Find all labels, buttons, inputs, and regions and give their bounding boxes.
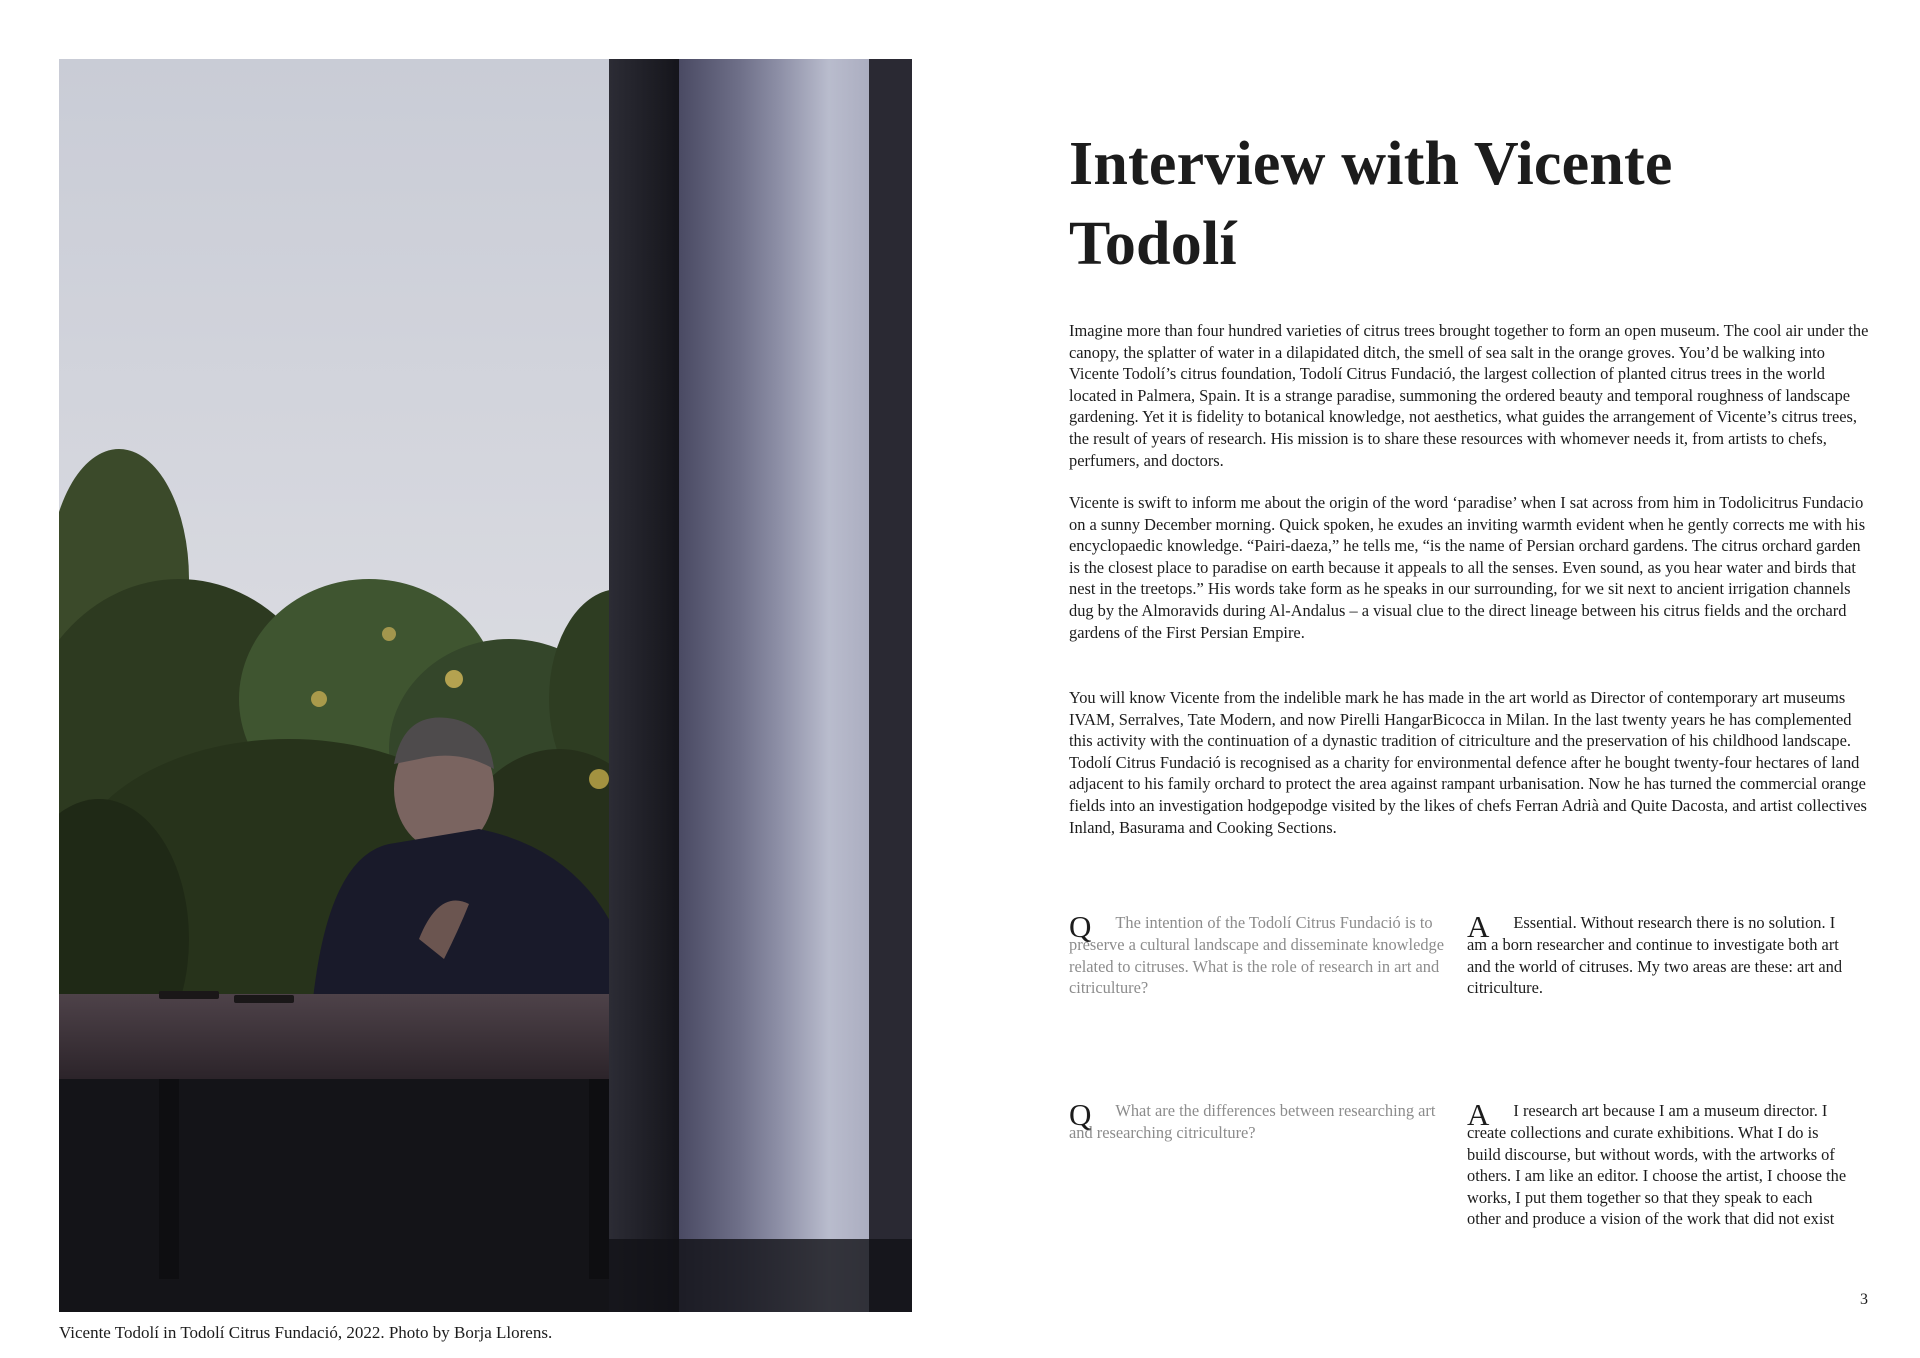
answer-text: Essential. Without research there is no solution. I am a born researcher and continue to investigate both art and the world of citruses. My two areas are these: art and citriculture.: [1467, 913, 1843, 998]
question-text: The intention of the Todolí Citrus Fundació is to preserve a cultural landscape and disseminate knowledge related to citruses. What is the role of research in art and citriculture?: [1069, 913, 1445, 998]
answer-1: [1467, 909, 1847, 999]
photograph-todoli: [59, 59, 912, 1312]
question-text: What are the differences between researching art and researching citriculture?: [1069, 1101, 1436, 1142]
answer-marker: A: [1467, 909, 1490, 944]
page-number: 3: [1860, 1291, 1868, 1308]
photo-caption: Vicente Todolí in Todolí Citrus Fundació, 2022. Photo by Borja Llorens.: [59, 1323, 553, 1342]
intro-paragraph-3: You will know Vicente from the indelible mark he has made in the art world as Director of contemporary art museums IVAM, Serralves, Tate Modern, and now Pirelli HangarBicocca in Milan. In the last twenty years he has complemented this activity with the continuation of a dynastic tradition of citriculture and the preservation of his childhood landscape. Todolí Citrus Fundació is recognised as a charity for environmental defence after he bought twenty-four hectares of land adjacent to his family orchard to protect the area against rampant urbanisation. Now he has turned the commercial orange fields into an investigation hodgepodge visited by the likes of chefs Ferran Adrià and Quite Dacosta, and artist collectives Inland, Basurama and Cooking Sections.: [1069, 688, 1867, 837]
photo-illustration: [59, 59, 912, 1312]
intro-paragraph-1: Imagine more than four hundred varieties of citrus trees brought together to form an open museum. The cool air under the canopy, the splatter of water in a dilapidated ditch, the smell of sea salt in the orange groves. You’d be walking into Vicente Todolí’s citrus foundation, Todolí Citrus Fundació, the largest collection of planted citrus trees in the world located in Palmera, Spain. It is a strange paradise, summoning the ordered beauty and temporal roughness of landscape gardening. Yet it is fidelity to botanical knowledge, not aesthetics, what guides the arrangement of Vicente’s citrus trees, the result of years of research. His mission is to share these resources with whomever needs it, from artists to chefs, perfumers, and doctors.: [1069, 321, 1869, 470]
answer-marker: A: [1467, 1097, 1490, 1132]
question-2: [1069, 1097, 1449, 1144]
question-1: [1069, 909, 1449, 999]
answer-text: I research art because I am a museum director. I create collections and curate exhibitions. What I do is build discourse, but without words, with the artworks of others. I am like an editor. I choose the artist, I choose the works, I put them together so that they speak to each other and produce a vision of the work that did not exist: [1467, 1101, 1847, 1229]
question-marker: Q: [1069, 909, 1092, 944]
question-marker: Q: [1069, 1097, 1092, 1132]
article-title: Interview with Vicente Todolí: [1069, 130, 1673, 278]
answer-2: [1467, 1097, 1847, 1230]
intro-paragraph-2: Vicente is swift to inform me about the origin of the word ‘paradise’ when I sat across from him in Todolicitrus Fundacio on a sunny December morning. Quick spoken, he exudes an inviting warmth evident when he gently corrects me with his encyclopaedic knowledge. “Pairi-daeza,” he tells me, “is the name of Persian orchard gardens. The citrus orchard garden is the closest place to paradise on earth because it appeals to all the senses. Even sound, as you hear water and birds that nest in the treetops.” His words take form as he speaks in our surrounding, for we sit next to ancient irrigation channels dug by the Almoravids during Al-Andalus – a visual clue to the direct lineage between his citrus fields and the orchard gardens of the First Persian Empire.: [1069, 493, 1866, 642]
